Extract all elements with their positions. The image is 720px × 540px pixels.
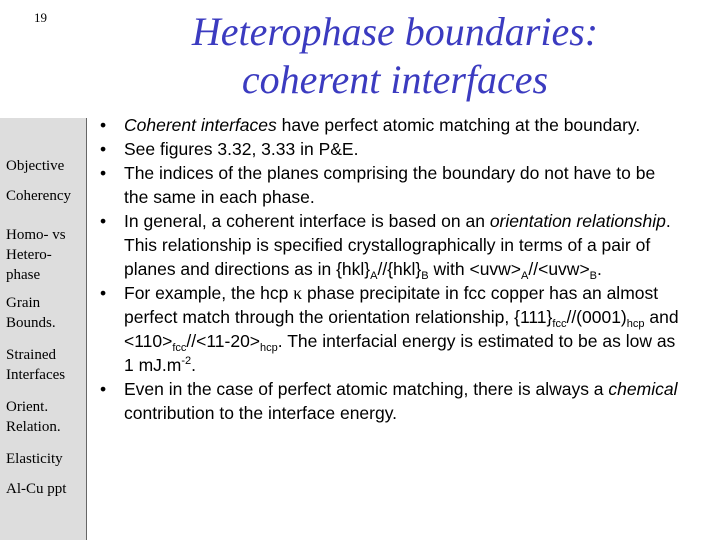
subscript: hcp xyxy=(260,342,278,354)
bullet-text: have perfect atomic matching at the boundary. xyxy=(276,115,641,135)
subscript: fcc xyxy=(172,342,187,354)
bullet-text: and <110> xyxy=(124,307,679,351)
bullet-item xyxy=(100,209,680,281)
bullet-text: //<uvw> xyxy=(528,259,590,279)
slide-number: 19 xyxy=(34,10,47,25)
bullet-text: . This relationship is specified crystallographically in terms of a pair of planes and directions as in {hkl} xyxy=(124,211,671,279)
bullet-text: . xyxy=(597,259,602,279)
nav-item-label: Hetero- xyxy=(6,247,52,263)
bullet-text: In general, a coherent interface is based on an xyxy=(124,211,490,231)
nav-item-coherency[interactable] xyxy=(6,186,86,206)
bullet-text: . The interfacial energy is estimated to be as low as 1 mJ.m xyxy=(124,331,676,375)
nav-item-label: phase xyxy=(6,267,41,283)
subscript: fcc xyxy=(552,318,567,330)
subscript: B xyxy=(421,270,429,282)
nav-item-label: Strained xyxy=(6,347,56,363)
bullet-item xyxy=(100,377,680,425)
slide-title xyxy=(110,8,680,104)
nav-item-label: Al-Cu ppt xyxy=(6,481,67,497)
nav-item-label: Objective xyxy=(6,158,65,174)
nav-item-label: Relation. xyxy=(6,419,61,435)
bullet-item xyxy=(100,281,680,377)
title-line-1: Heterophase boundaries: xyxy=(191,9,599,54)
nav-item-label: Bounds. xyxy=(6,315,56,331)
nav-item-al-cu-ppt[interactable] xyxy=(6,479,86,499)
nav-item-label: Interfaces xyxy=(6,367,66,383)
bullet-item xyxy=(100,113,680,137)
nav-item-label: Homo- vs xyxy=(6,227,66,243)
nav-item-homo-vs-hetero[interactable] xyxy=(6,225,86,285)
superscript: -2 xyxy=(181,355,192,367)
subscript: A xyxy=(370,270,378,282)
bullet-item xyxy=(100,161,680,209)
nav-item-orient-relation[interactable] xyxy=(6,397,86,437)
bullet-item xyxy=(100,137,680,161)
title-line-2: coherent interfaces xyxy=(241,57,549,102)
bullet-text: For example, the hcp xyxy=(124,283,294,303)
nav-item-objective[interactable] xyxy=(6,156,86,176)
bullet-text: See figures 3.32, 3.33 in P&E. xyxy=(124,139,359,159)
bullet-text: Even in the case of perfect atomic matching, there is always a xyxy=(124,379,609,399)
greek-kappa: κ xyxy=(293,283,303,303)
bullet-text: . xyxy=(191,355,197,375)
nav-item-grain-bounds[interactable] xyxy=(6,293,86,333)
nav-item-label: Grain xyxy=(6,295,41,311)
nav-item-label: Elasticity xyxy=(6,451,63,467)
bullet-emphasis: orientation relationship xyxy=(489,211,666,231)
subscript: hcp xyxy=(626,318,645,330)
bullet-text: //{hkl} xyxy=(377,259,422,279)
nav-item-elasticity[interactable] xyxy=(6,449,86,469)
bullet-list xyxy=(100,113,680,425)
bullet-text: phase precipitate in fcc copper has an almost perfect match through the orientation relationship, {111} xyxy=(124,283,659,327)
bullet-emphasis: chemical xyxy=(608,379,678,399)
nav-item-label: Orient. xyxy=(6,399,49,415)
bullet-text: //<11-20> xyxy=(186,331,261,351)
subscript: B xyxy=(589,270,598,282)
bullet-emphasis: Coherent interfaces xyxy=(124,115,277,135)
bullet-text: contribution to the interface energy. xyxy=(124,403,398,423)
bullet-text: //(0001) xyxy=(566,307,627,327)
bullet-text: with <uvw> xyxy=(428,259,522,279)
nav-item-strained-interfaces[interactable] xyxy=(6,345,86,385)
bullet-text: The indices of the planes comprising the boundary do not have to be the same in each phase. xyxy=(124,163,656,207)
nav-item-label: Coherency xyxy=(6,188,71,204)
subscript: A xyxy=(521,270,529,282)
